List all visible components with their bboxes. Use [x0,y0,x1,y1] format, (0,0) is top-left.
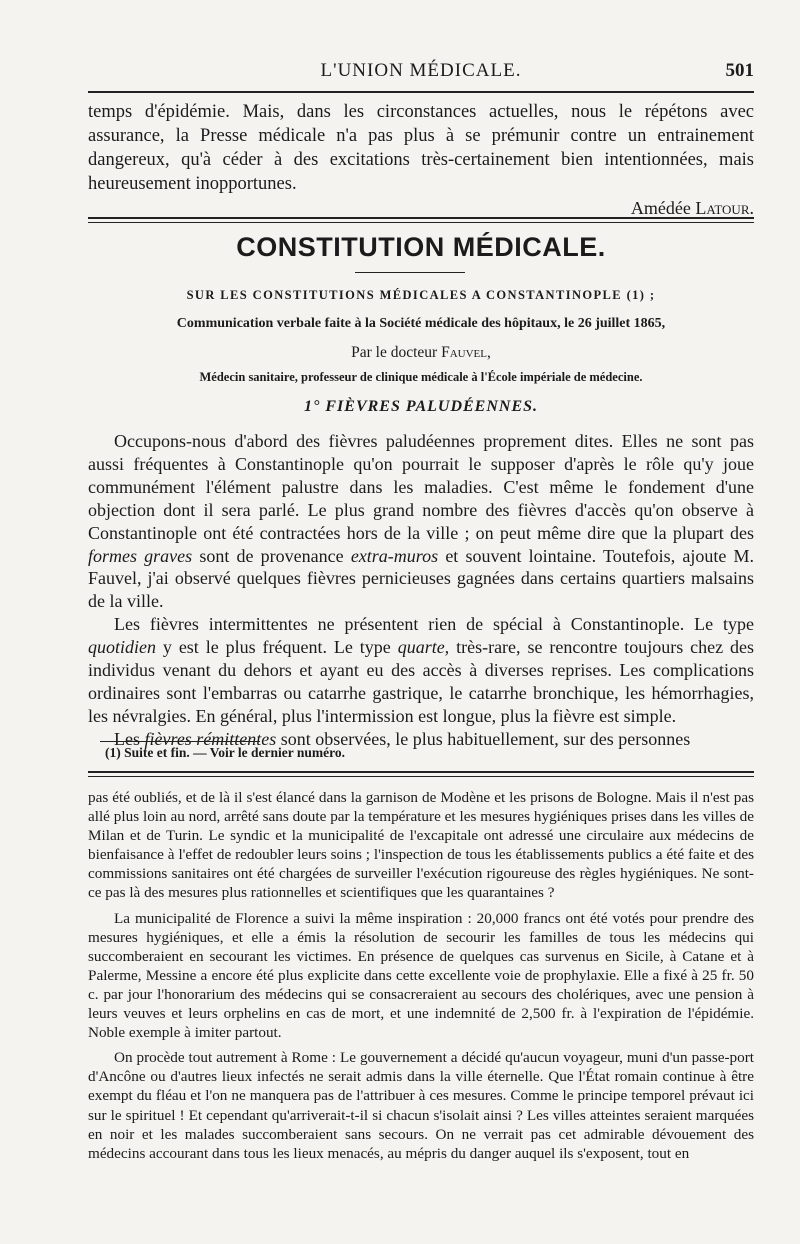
footnote-rule [100,741,260,742]
signature-first-name: Amédée [630,198,691,218]
page-number: 501 [725,60,754,81]
feuilleton-paragraph-2: La municipalité de Florence a suivi la même inspiration : 20,000 francs ont été votés pour prendre des mesures hygiéniques, et elle a émis la résolution de secourir les familles de tous les médecins qui succomberaient en secourant les victimes. En présence de quelques cas survenus en Sicile, à Catane et à Palerme, Messine a encore été plus explicite dans cette excellente voie de prophylaxie. Elle a fixé à 25 fr. 50 c. par jour l'honorarium des médecins qui se consacreraient au secours des cholériques, avec une pension à leurs veuves et leurs orphelins en cas de mort, et une indemnité de 2,500 fr. à l'expiration de l'épidémie. Noble exemple à imiter partout. [88,909,754,1042]
feuilleton-separator-rule [88,771,754,777]
feuilleton-paragraph-3: On procède tout autrement à Rome : Le gouvernement a décidé qu'aucun voyageur, muni d'un passe-port d'Ancône ou d'autres lieux infectés ne serait admis dans la ville éternelle. Que l'État romain continue à être exempt du fléau et l'on ne manquera pas de l'attribuer à ces mesures. Comme le principe temporel prévaut ici sur le spirituel ! Et cependant qu'arriverait-t-il si chacun s'isolait ainsi ? Les villes atteintes seraient marquées en noir et les malades succomberaient sans secours. On ne verrait pas cet admirable dévouement des médecins accourant dans tous les lieux menacés, au mépris du danger auquel ils s'exposent, tout en [88,1049,754,1162]
signature-last-name: Latour. [695,198,754,218]
byline [88,344,754,362]
article-body [88,430,754,751]
subsection-heading: 1° FIÈVRES PALUDÉENNES. [303,398,539,415]
title-underline [355,272,465,273]
p1-text-b: sont de provenance [199,545,344,566]
body-paragraph-2 [88,613,754,728]
p2-text-b: y est le plus fréquent. Le type [162,637,391,658]
feuilleton-paragraph-1: pas été oubliés, et de là il s'est élancé dans la garnison de Modène et les prisons de Bologne. Mais il n'est pas allé plus loin au nord, arrêté sans doute par la température et les mesures hygiéniques prises dans les villes de Milan et de Turin. Le syndic et la municipalité de l'excapitale ont adressé une circulaire aux médecins de bienfaisance à l'effet de redoubler leurs soins ; l'inspection de tous les établissements publics a été faite et des commissions sanitaires ont été chargées de surveiller l'exécution rigoureuse des règles hygiéniques. Ne sont-ce pas là des mesures plus rationnelles et scientifiques que les quarantaines ? [88,789,754,902]
p3-text-a: Les [114,728,140,749]
previous-article-paragraph: temps d'épidémie. Mais, dans les circonstances actuelles, nous le répétons avec assurance, la Presse médicale n'a pas plus à se prémunir contre un entrainement dangereux, qu'à céder à des excitations très-certainement bien intentionnées, mais heureusement inopportunes. [88,102,754,194]
p3-italic-1: fièvres rémittentes [144,728,277,749]
body-paragraph-1 [88,430,754,613]
p2-italic-2: quarte, [397,637,450,658]
footnote: (1) Suite et fin. — Voir le dernier numéro. [105,745,345,760]
article-subtitle-note: (1) ; [626,288,656,302]
p2-text-a: Les fièvres intermittentes ne présentent rien de spécial à Constantinople. Le type [114,614,754,635]
p2-text-c: très-rare, se rencontre toujours chez des individus venant du dehors et ayant eu des accès à diverses reprises. Les complications ordinaires sont l'embarras ou catarrhe gastrique, le catarrhe bronchique, les hémorrhagies, les névralgies. En général, plus l'intermission est longue, plus la fièvre est simple. [88,637,754,726]
byline-author: Fauvel, [441,344,491,361]
p1-text-a: Occupons-nous d'abord des fièvres paludéennes proprement dites. Elles ne sont pas aussi fréquentes à Constantinople qu'on pourrait le supposer d'après le rôle qu'y joue communément l'élément palustre dans les maladies. C'est même le fondement d'une objection dont il sera parlé. Le plus grand nombre des fièvres d'accès qu'on observe à Constantinople ont été contractées hors de la ville ; on peut même dire que la plupart des [88,431,754,543]
running-head [88,60,754,88]
author-affiliation: Médecin sanitaire, professeur de clinique médicale à l'École impériale de médecine. [199,370,643,384]
p1-italic-1: formes graves [88,545,193,566]
section-title: CONSTITUTION MÉDICALE. [236,232,606,262]
article-subtitle-text: SUR LES CONSTITUTIONS MÉDICALES A CONSTANTINOPLE [186,288,623,302]
byline-prefix: Par le docteur [351,344,438,361]
article-subtitle [88,288,754,303]
communication-line: Communication verbale faite à la Société médicale des hôpitaux, le 26 juillet 1865, [176,316,666,331]
feuilleton-text [88,788,754,1163]
previous-article-ending [88,100,754,220]
p1-text-c: et souvent lointaine. Toutefois, ajoute M. Fauvel, j'ai observé quelques fièvres pernicieuses gagnées dans certains quartiers malsains de la ville. [88,545,755,612]
p1-italic-2: extra-muros [350,545,439,566]
p3-text-b: sont observées, le plus habituellement, sur des personnes [280,728,691,749]
p2-italic-1: quotidien [88,637,156,658]
header-rule [88,91,754,93]
running-title: L'UNION MÉDICALE. [320,60,522,81]
section-separator-rule [88,217,754,223]
